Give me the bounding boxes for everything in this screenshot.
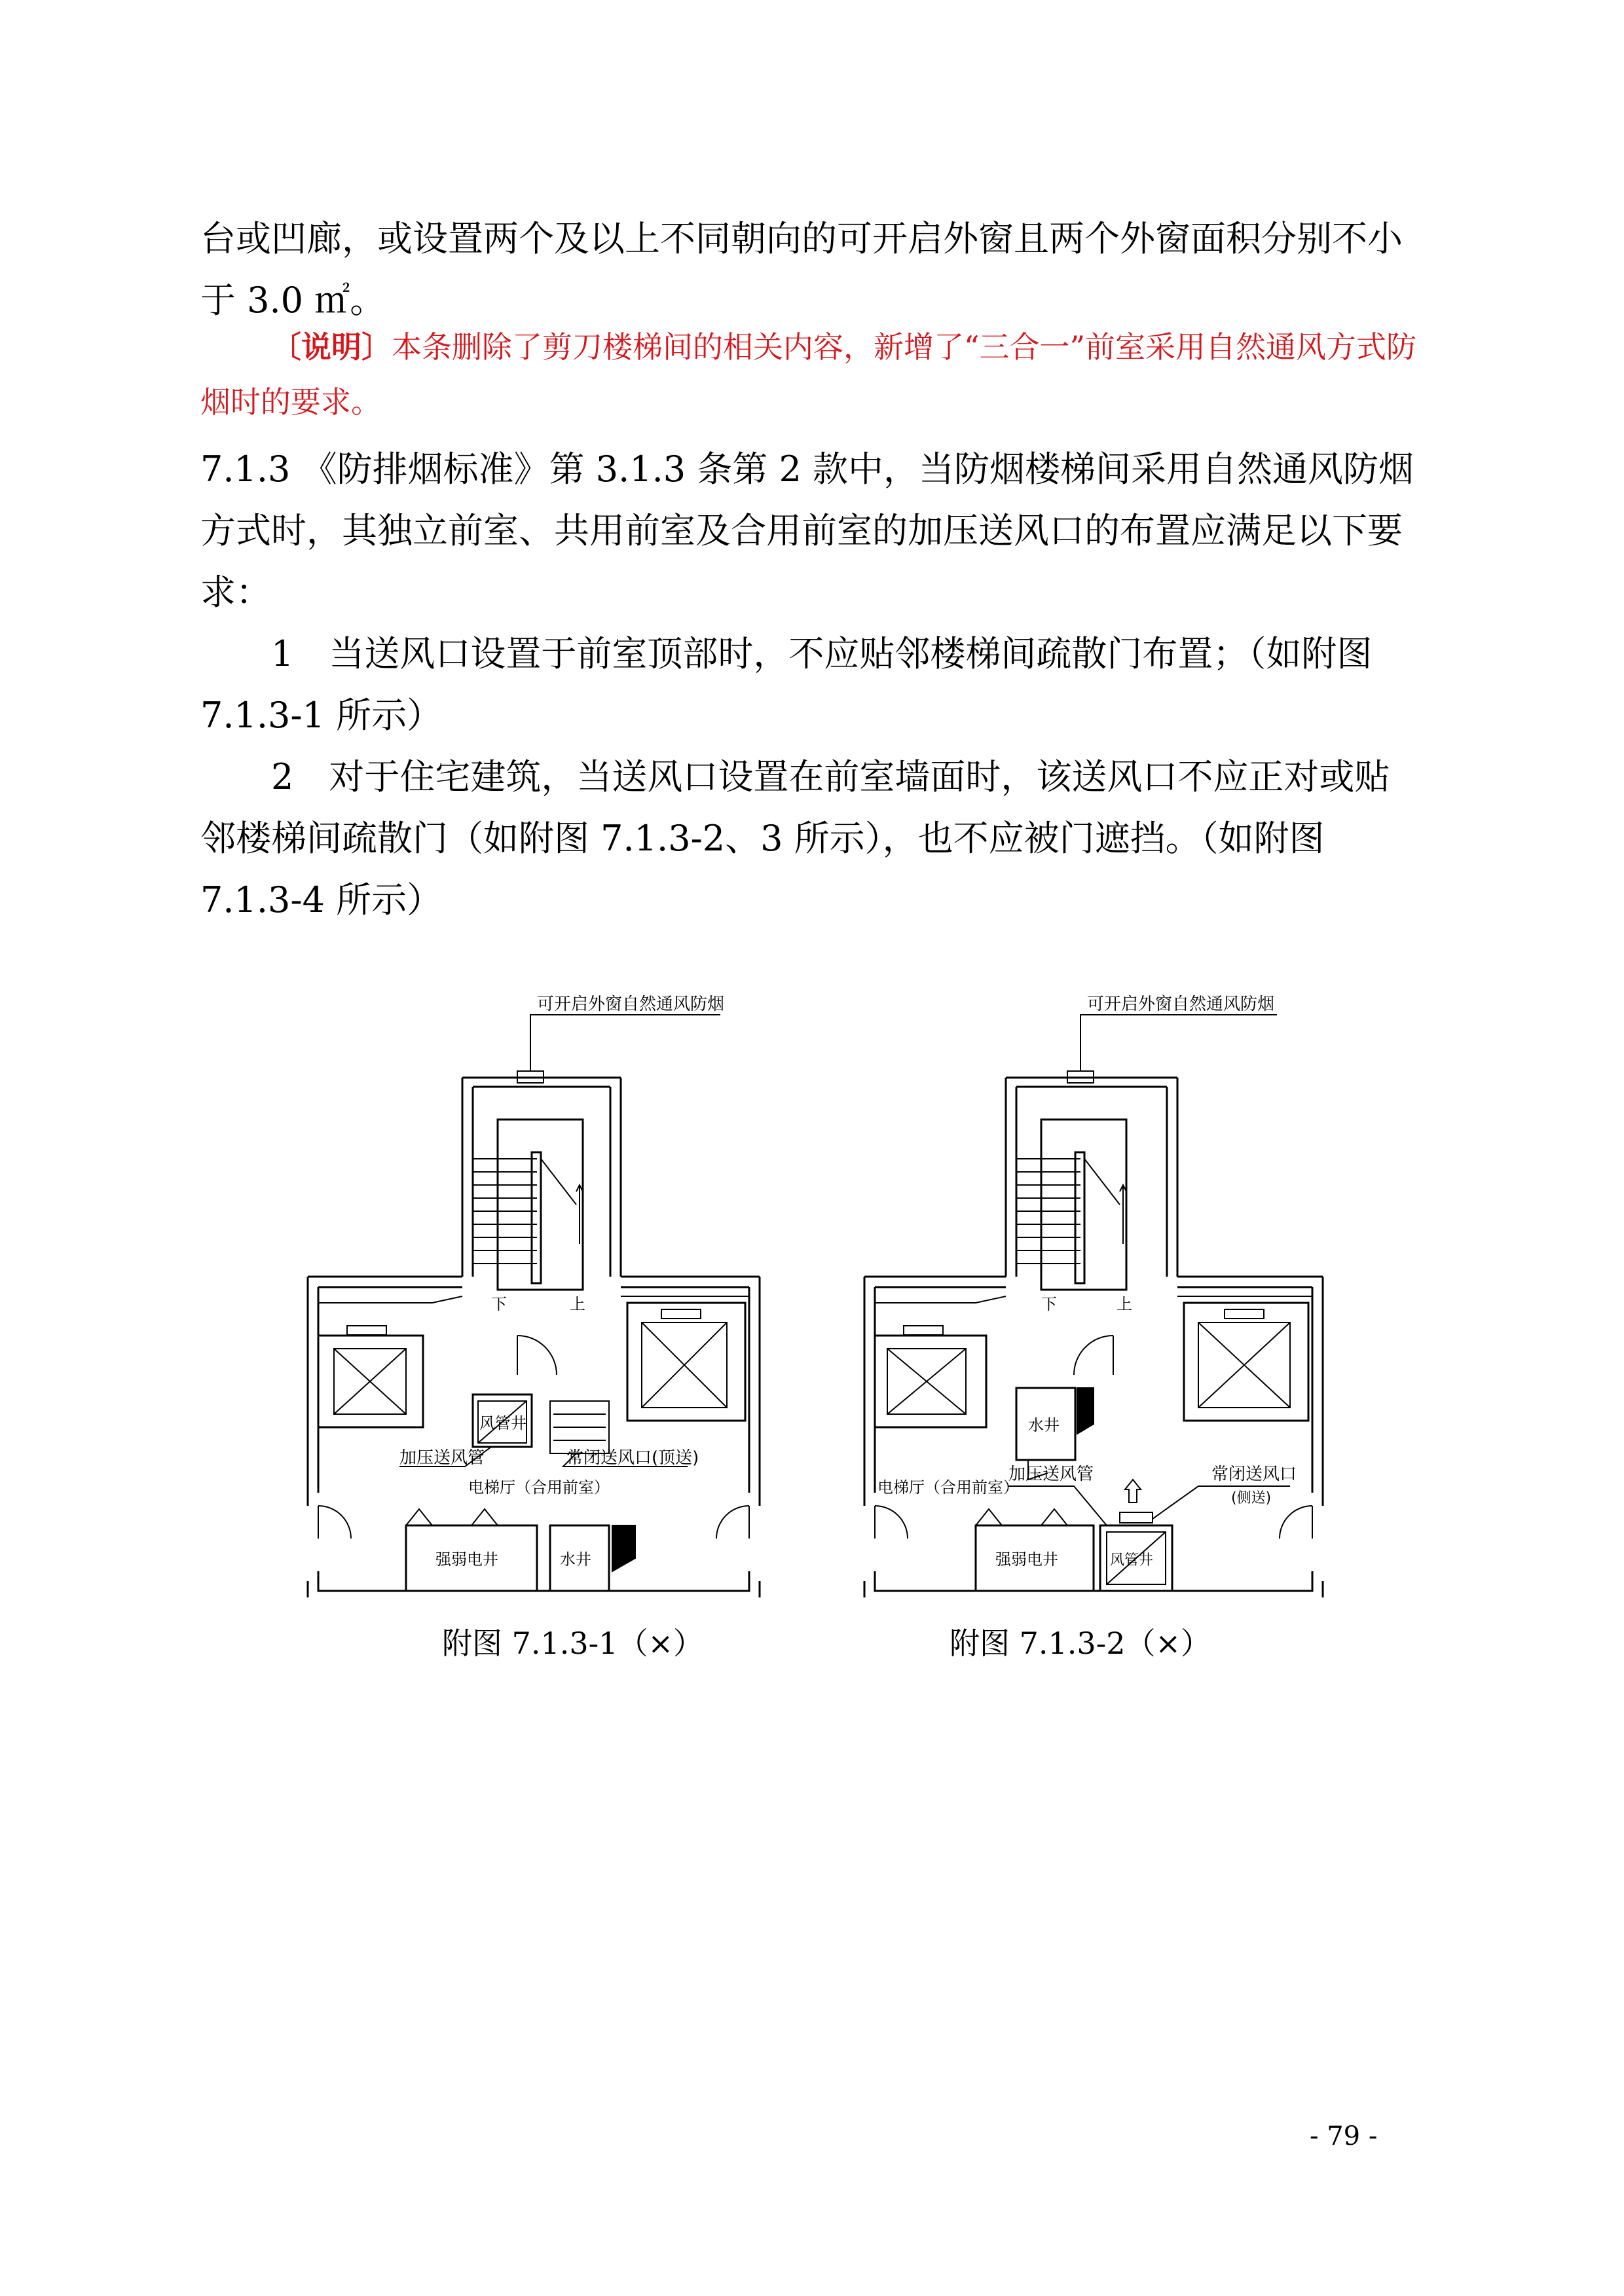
fig2-power-shaft-label: 强弱电井 (995, 1550, 1058, 1569)
figure-2-caption: 附图 7.1.3-2（×） (950, 1626, 1211, 1661)
fig2-down-label: 下 (1041, 1295, 1057, 1313)
fig2-up-label: 上 (1116, 1295, 1132, 1313)
fig2-duct-shaft-label: 风管井 (1110, 1552, 1154, 1569)
paragraph-continuation: 台或凹廊，或设置两个及以上不同朝向的可开启外窗且两个外窗面积分别不小于 3.0 ㎡。 (200, 218, 1403, 321)
fig2-supply-outlet-label: 常闭送风口 (1211, 1465, 1297, 1484)
fig1-supply-outlet-label: 常闭送风口(顶送) (566, 1448, 699, 1468)
clause-item-2: 2 对于住宅建筑，当送风口设置在前室墙面时，该送风口不应正对或贴邻楼梯间疏散门（如附图 7.1.3-2、3 所示），也不应被门遮挡。（如附图 7.1.3-4 所示） (200, 756, 1390, 920)
note-tag: 〔说明〕 (271, 329, 392, 365)
page-number: - 79 - (1310, 2121, 1378, 2151)
fig2-supply-duct-label: 加压送风管 (1008, 1465, 1094, 1484)
fig2-supply-outlet-note: (侧送) (1231, 1490, 1272, 1506)
fig2-window-label: 可开启外窗自然通风防烟 (1087, 994, 1275, 1014)
fig1-lobby-label: 电梯厅（合用前室） (468, 1478, 610, 1497)
fig2-lobby-label: 电梯厅（合用前室） (877, 1478, 1019, 1497)
fig1-window-label: 可开启外窗自然通风防烟 (537, 994, 725, 1014)
fig1-up-label: 上 (570, 1295, 585, 1313)
fig1-power-shaft-label: 强弱电井 (435, 1550, 498, 1569)
clause-7-1-3: 7.1.3 《防排烟标准》第 3.1.3 条第 2 款中，当防烟楼梯间采用自然通风防烟方式时，其独立前室、共用前室及合用前室的加压送风口的布置应满足以下要求： (200, 448, 1414, 613)
figure-7-1-3-1 (301, 956, 773, 1597)
fig1-duct-shaft-label: 风管井 (479, 1414, 526, 1432)
figure-7-1-3-2 (858, 956, 1329, 1597)
clause-item-1: 1 当送风口设置于前室顶部时，不应贴邻楼梯间疏散门布置；（如附图 7.1.3-1 所示） (200, 633, 1373, 736)
fig2-water-shaft-label: 水井 (1028, 1416, 1060, 1434)
fig1-down-label: 下 (491, 1295, 507, 1313)
fig1-supply-duct-label: 加压送风管 (399, 1448, 485, 1468)
figure-1-caption: 附图 7.1.3-1（×） (442, 1626, 704, 1661)
note-text: 本条删除了剪刀楼梯间的相关内容，新增了“三合一”前室采用自然通风方式防烟时的要求。 (200, 329, 1417, 420)
fig1-water-shaft-label: 水井 (560, 1550, 591, 1569)
explanation-note (200, 319, 1425, 429)
